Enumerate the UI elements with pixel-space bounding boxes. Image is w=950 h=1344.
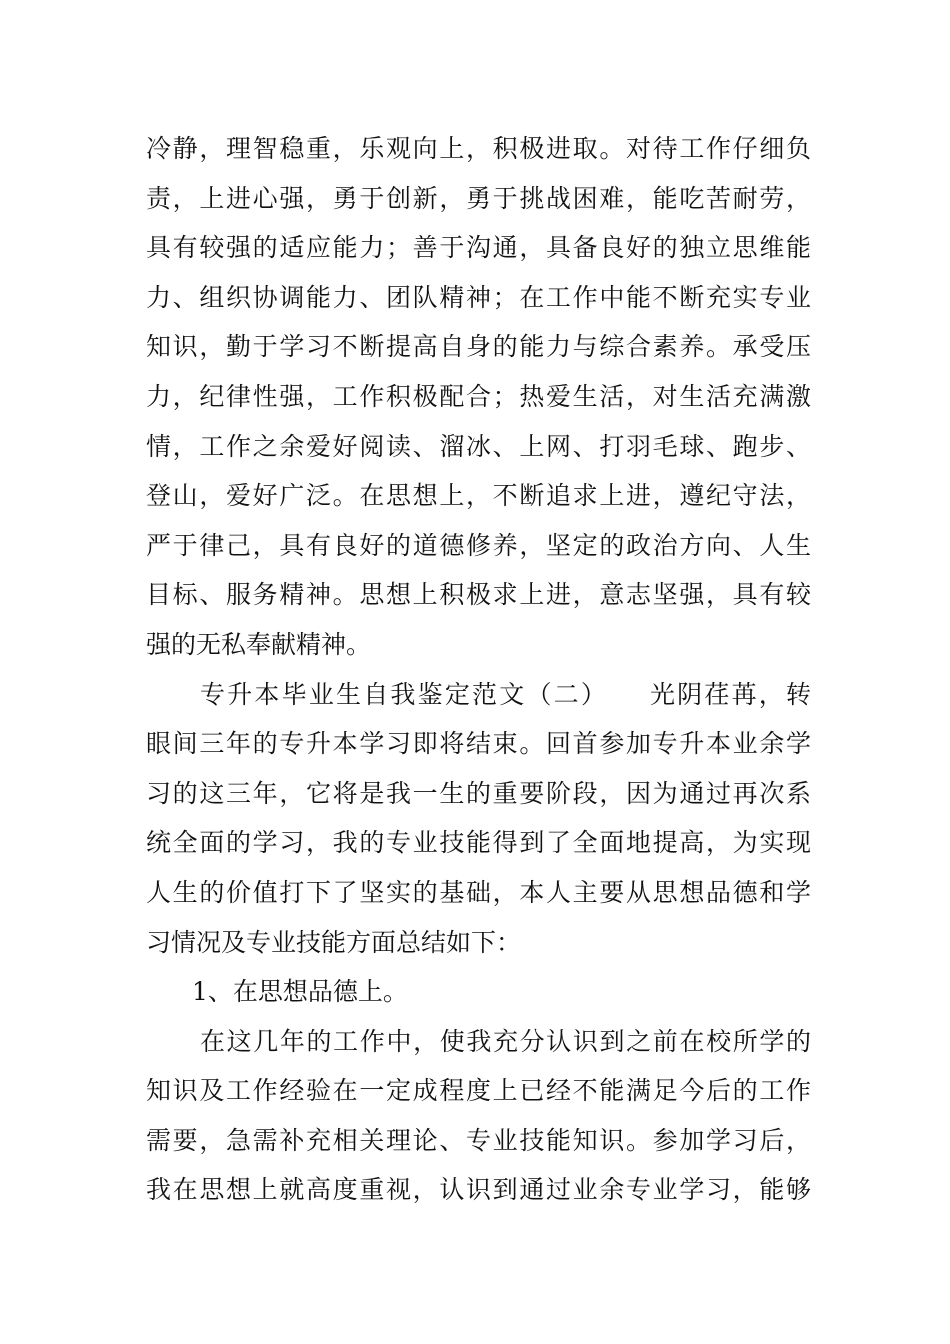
numbered-heading: 1、在思想品德上。 — [192, 977, 408, 1007]
text-line: 需要，急需补充相关理论、专业技能知识。参加学习后， — [146, 1125, 811, 1155]
text-line: 情，工作之余爱好阅读、溜冰、上网、打羽毛球、跑步、 — [146, 431, 811, 461]
text-line: 力、组织协调能力、团队精神；在工作中能不断充实专业 — [146, 282, 811, 312]
document-body — [146, 124, 811, 1215]
text-line: 登山，爱好广泛。在思想上，不断追求上进，遵纪守法， — [146, 481, 811, 511]
text-line: 眼间三年的专升本学习即将结束。回首参加专升本业余学 — [146, 729, 811, 759]
text-line: 责，上进心强，勇于创新，勇于挑战困难，能吃苦耐劳， — [146, 183, 811, 213]
text-line: 统全面的学习，我的专业技能得到了全面地提高，为实现 — [146, 828, 811, 858]
text-line: 习情况及专业技能方面总结如下： — [146, 927, 522, 957]
text-line: 强的无私奉献精神。 — [146, 629, 372, 659]
text-line: 知识，勤于学习不断提高自身的能力与综合素养。承受压 — [146, 332, 811, 362]
text-line: 在这几年的工作中，使我充分认识到之前在校所学的 — [200, 1026, 811, 1056]
text-line: 具有较强的适应能力；善于沟通，具备良好的独立思维能 — [146, 233, 811, 263]
text-line: 冷静，理智稳重，乐观向上，积极进取。对待工作仔细负 — [146, 134, 811, 163]
section-heading-line: 专升本毕业生自我鉴定范文（二） 光阴荏苒，转 — [200, 679, 811, 709]
text-line: 人生的价值打下了坚实的基础，本人主要从思想品德和学 — [146, 877, 811, 907]
text-line: 力，纪律性强，工作积极配合；热爱生活，对生活充满激 — [146, 381, 811, 411]
text-line: 我在思想上就高度重视，认识到通过业余专业学习，能够 — [146, 1175, 811, 1205]
text-line: 严于律己，具有良好的道德修养，坚定的政治方向、人生 — [146, 530, 811, 560]
text-line: 知识及工作经验在一定成程度上已经不能满足今后的工作 — [146, 1076, 811, 1106]
text-line: 习的这三年，它将是我一生的重要阶段，因为通过再次系 — [146, 778, 811, 808]
text-line: 目标、服务精神。思想上积极求上进，意志坚强，具有较 — [146, 580, 811, 610]
